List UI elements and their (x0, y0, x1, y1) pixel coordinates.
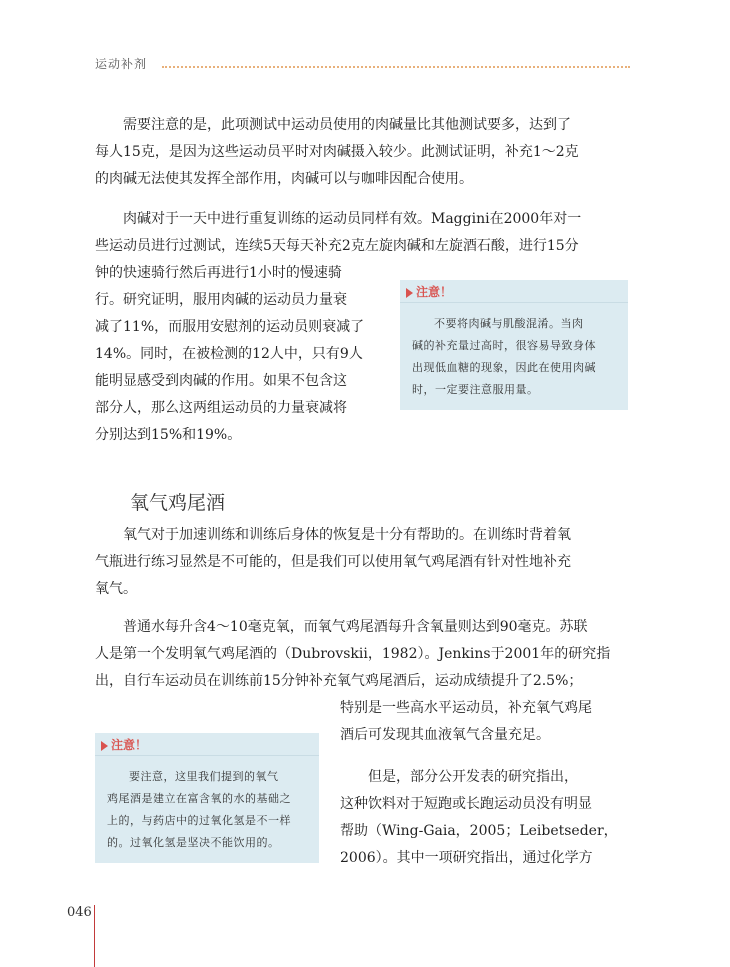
note-box-carnitine (400, 280, 628, 410)
note-line: 的。过氧化氢是坚决不能饮用的。 (107, 836, 280, 849)
paragraph-2-line: 钟的快速骑行然后再进行1小时的慢速骑 (95, 265, 342, 281)
note-box-oxygen (95, 733, 319, 863)
note-line: 鸡尾酒是建立在富含氧的水的基础之 (107, 792, 291, 805)
paragraph-2-line: 部分人，那么这两组运动员的力量衰减将 (95, 400, 347, 416)
paragraph-2-line: 减了11%，而服用安慰剂的运动员则衰减了 (95, 319, 365, 335)
note-line: 不要将肉碱与肌酸混淆。当肉 (434, 317, 584, 330)
note-line: 上的，与药店中的过氧化氢是不一样 (107, 814, 291, 827)
paragraph-4 (95, 614, 635, 695)
paragraph-4-line: 酒后可发现其血液氧气含量充足。 (340, 727, 550, 743)
paragraph-2-line: 14%。同时，在被检测的12人中，只有9人 (95, 346, 363, 362)
paragraph-4-line: 人是第一个发明氧气鸡尾酒的（Dubrovskii，1982）。Jenkins于2001年的研究指 (95, 646, 611, 662)
note-line: 碱的补充量过高时，很容易导致身体 (412, 339, 596, 352)
paragraph-1-line: 每人15克，是因为这些运动员平时对肉碱摄入较少。此测试证明，补充1～2克 (95, 144, 579, 160)
triangle-marker-icon (101, 741, 108, 751)
paragraph-3-line: 氧气对于加速训练和训练后身体的恢复是十分有帮助的。在训练时背着氧 (123, 527, 571, 543)
running-header: 运动补剂 (95, 57, 148, 71)
paragraph-4-line: 出，自行车运动员在训练前15分钟补充氧气鸡尾酒后，运动成绩提升了2.5%； (95, 673, 583, 689)
paragraph-5-line: 帮助（Wing-Gaia，2005；Leibetseder， (340, 823, 618, 839)
note-line: 出现低血糖的现象，因此在使用肉碱 (412, 361, 596, 374)
paragraph-5 (340, 764, 640, 872)
paragraph-2-line: 行。研究证明，服用肉碱的运动员力量衰 (95, 292, 347, 308)
paragraph-2-line: 肉碱对于一天中进行重复训练的运动员同样有效。Maggini在2000年对一 (123, 211, 582, 227)
paragraph-2-line: 些运动员进行过测试，连续5天每天补充2克左旋肉碱和左旋酒石酸，进行15分 (95, 238, 579, 254)
note-line: 要注意，这里我们提到的氧气 (129, 770, 279, 783)
paragraph-4-wrap (340, 695, 640, 749)
paragraph-2-line: 分别达到15%和19%。 (95, 427, 242, 443)
note-label: 注意！ (416, 285, 453, 299)
paragraph-3-line: 气瓶进行练习显然是不可能的，但是我们可以使用氧气鸡尾酒有针对性地补充 (95, 554, 571, 570)
paragraph-3 (95, 522, 635, 603)
paragraph-1-line: 的肉碱无法使其发挥全部作用，肉碱可以与咖啡因配合使用。 (95, 171, 473, 187)
note-label: 注意！ (111, 738, 148, 752)
triangle-marker-icon (406, 288, 413, 298)
page-number: 046 (67, 905, 92, 920)
section-title: 氧气鸡尾酒 (130, 492, 226, 514)
paragraph-1 (95, 112, 635, 193)
paragraph-5-line: 2006）。其中一项研究指出，通过化学方 (340, 850, 593, 866)
paragraph-5-line: 这种饮料对于短跑或长跑运动员没有明显 (340, 796, 592, 812)
paragraph-2-line: 能明显感受到肉碱的作用。如果不包含这 (95, 373, 347, 389)
header-dotted-rule (162, 66, 630, 68)
paragraph-1-line: 需要注意的是，此项测试中运动员使用的肉碱量比其他测试要多，达到了 (123, 117, 571, 133)
paragraph-4-line: 特别是一些高水平运动员，补充氧气鸡尾 (340, 700, 592, 716)
paragraph-4-line: 普通水每升含4～10毫克氧，而氧气鸡尾酒每升含氧量则达到90毫克。苏联 (123, 619, 588, 635)
paragraph-3-line: 氧气。 (95, 581, 137, 597)
note-line: 时，一定要注意服用量。 (412, 383, 539, 396)
paragraph-5-line: 但是，部分公开发表的研究指出， (368, 769, 578, 785)
margin-rule (94, 905, 95, 967)
